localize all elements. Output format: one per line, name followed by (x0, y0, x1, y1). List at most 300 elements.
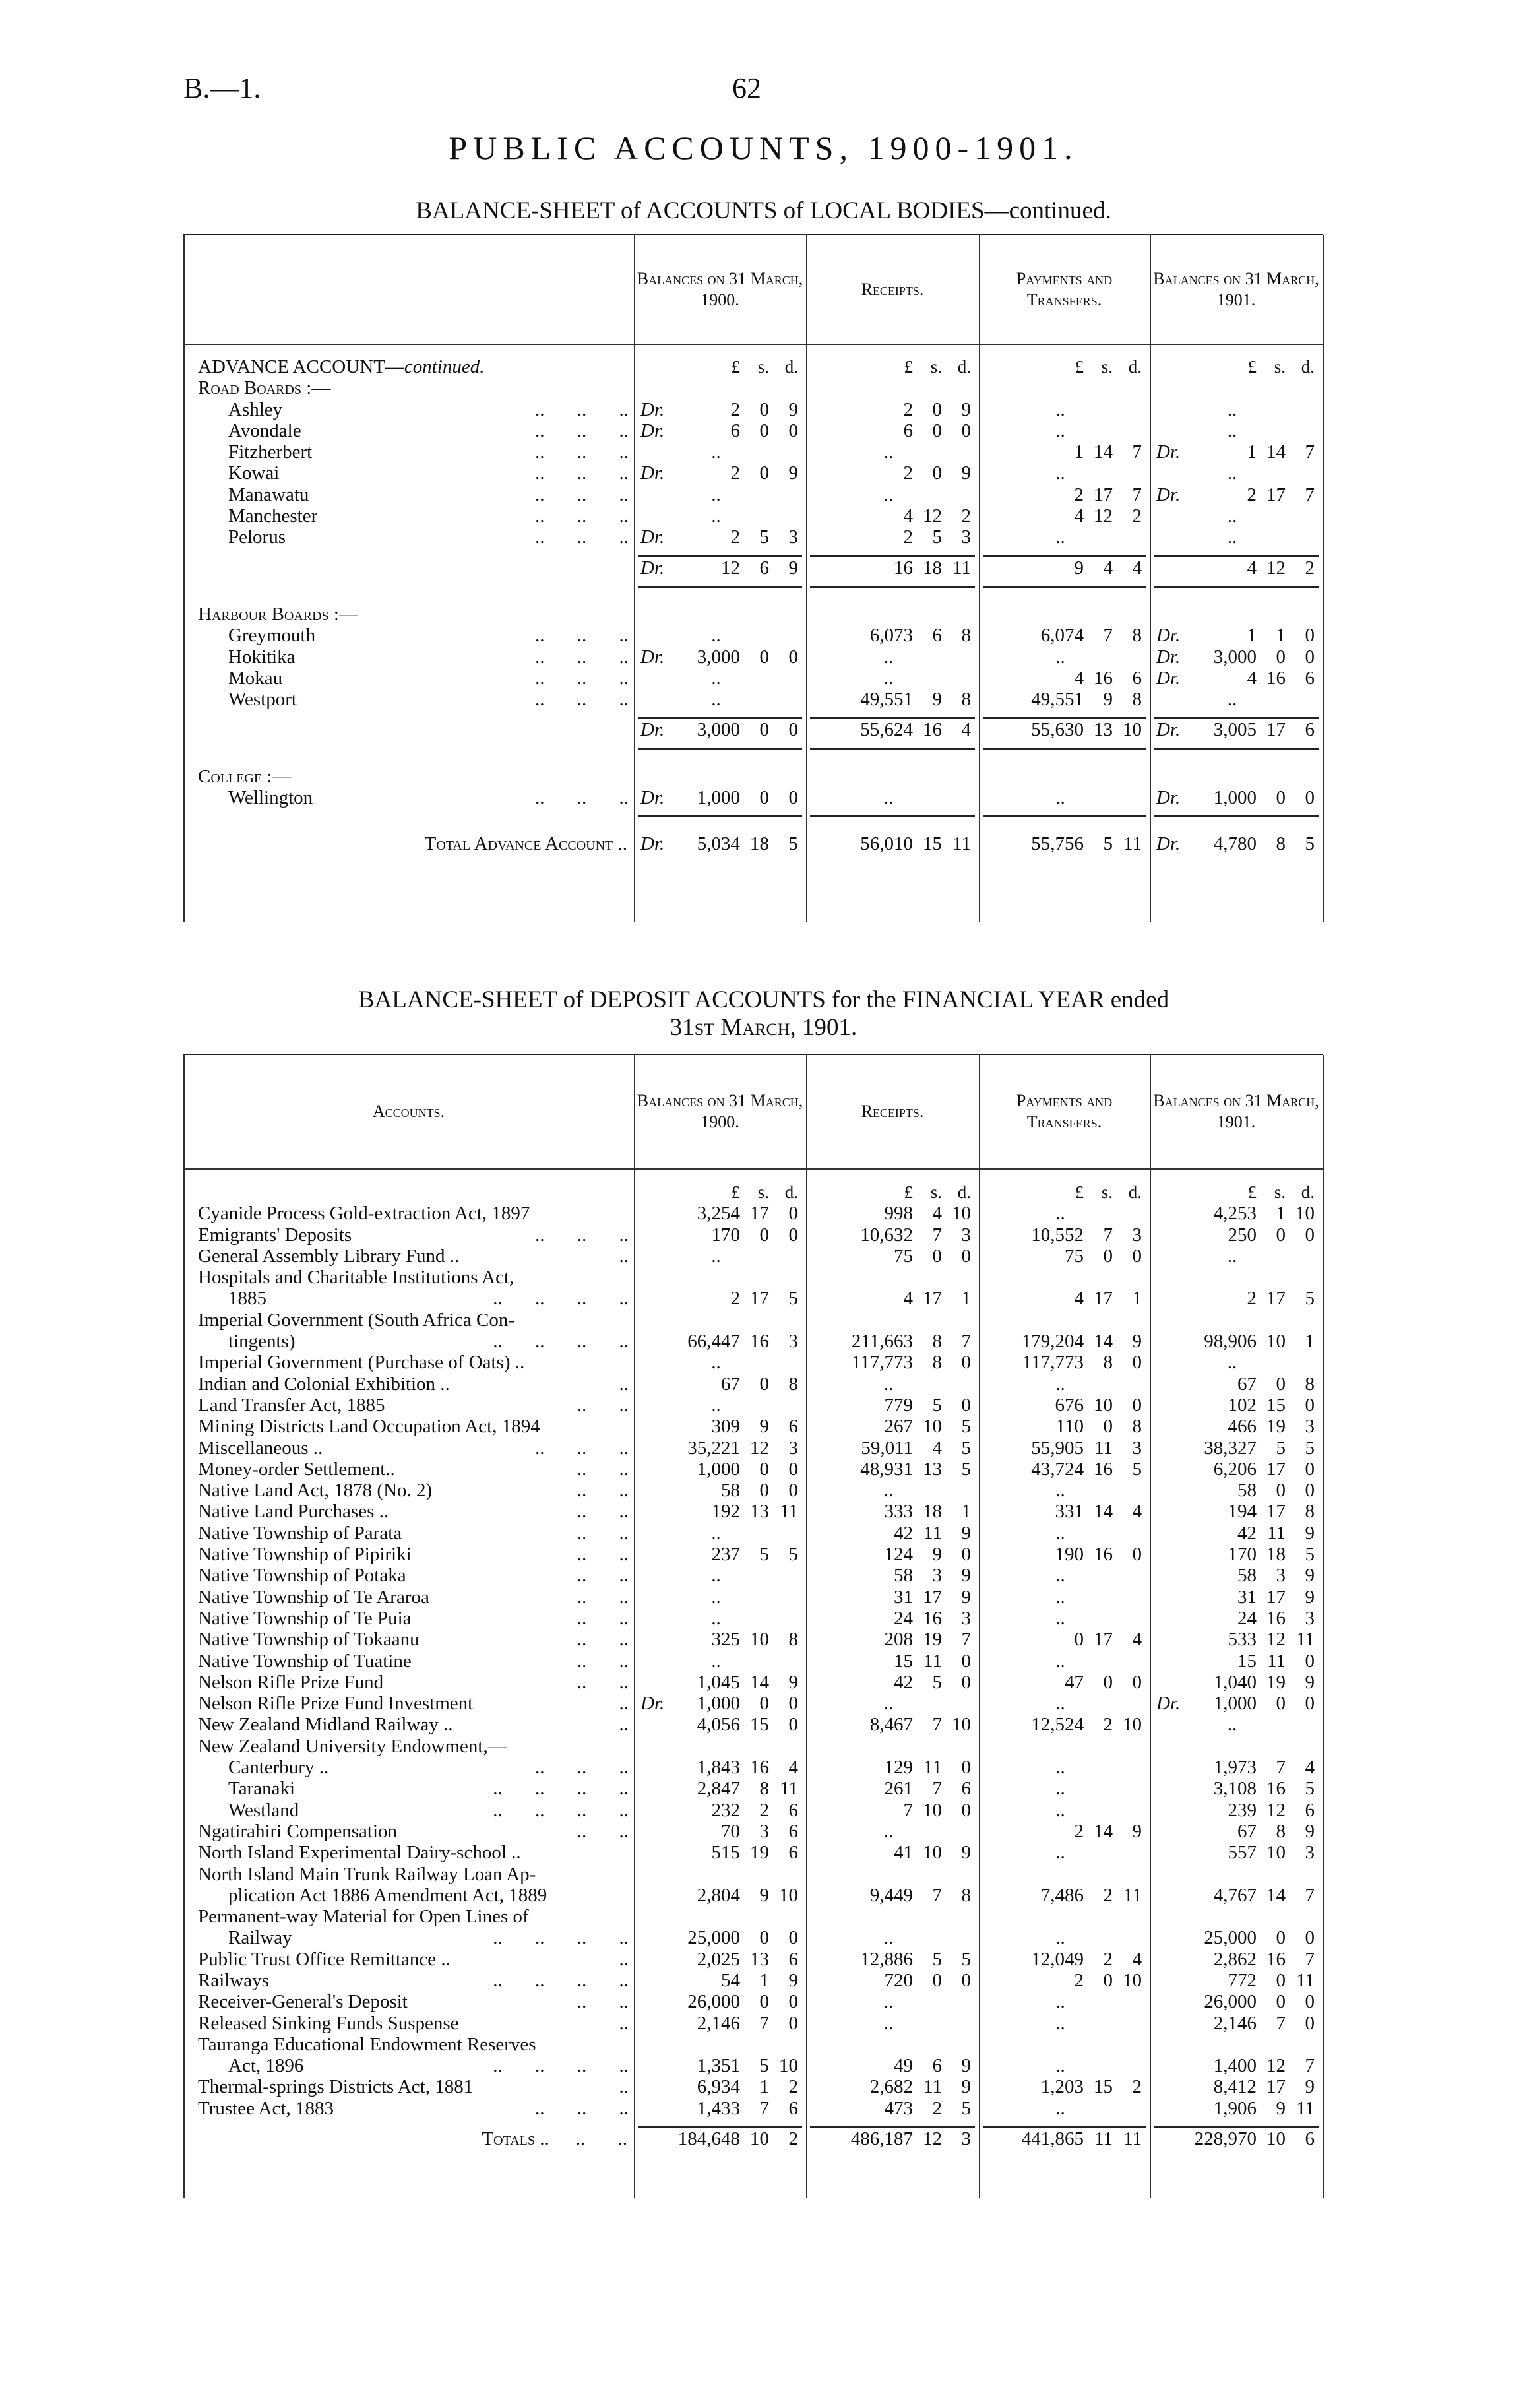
pence: 0 (1132, 1394, 1142, 1416)
amount-cell (806, 1416, 979, 1437)
unit-shillings: s. (1101, 357, 1113, 377)
shillings: 3 (932, 1565, 942, 1587)
debit-marker: Dr. (640, 787, 665, 809)
nil-dots: .. (883, 787, 894, 809)
dot-leader: .. .. .. (535, 689, 629, 711)
debit-marker (1150, 1523, 1191, 1544)
shillings: 15 (1094, 2076, 1113, 2098)
debit-marker (634, 1778, 675, 1799)
pounds: 31 (1237, 1586, 1257, 1608)
debit-marker (979, 1395, 1020, 1416)
table-row (183, 1906, 1323, 1927)
amount-cell (806, 2128, 979, 2149)
table-row (183, 1800, 1323, 1821)
nil-dots: .. (883, 1480, 894, 1502)
shillings: 16 (923, 1607, 942, 1629)
table-row (183, 484, 1323, 505)
pence: 9 (1305, 1565, 1315, 1587)
nil-dots: .. (1227, 1245, 1237, 1267)
shillings: 0 (759, 1693, 769, 1715)
shillings: 11 (923, 2076, 942, 2098)
table-row (183, 2128, 1323, 2149)
pounds: 515 (711, 1842, 740, 1864)
amount-cell (634, 668, 806, 689)
pence: 8 (961, 689, 971, 711)
row-label: Canterbury .. (228, 1757, 329, 1779)
total-rule (638, 548, 802, 557)
pence: 6 (1305, 719, 1315, 741)
amount-cell (979, 1842, 1150, 1863)
pence: 1 (1132, 1288, 1142, 1310)
amount-cell (979, 1800, 1150, 1821)
row-label-cell (183, 1246, 634, 1267)
shillings: 13 (1094, 719, 1113, 741)
shillings: 9 (759, 1416, 769, 1438)
pounds: 4 (1247, 557, 1257, 579)
pounds: 1,000 (1213, 1693, 1257, 1715)
shillings: 18 (923, 1501, 942, 1523)
shillings: 9 (932, 689, 942, 711)
amount-cell (979, 1672, 1150, 1693)
pence: 8 (961, 1884, 971, 1906)
table-row (183, 1288, 1323, 1309)
amount-cell (979, 356, 1150, 377)
unit-shillings: s. (1101, 1182, 1113, 1202)
amount-cell (634, 526, 806, 548)
amount-cell (806, 557, 979, 579)
shillings: 14 (1266, 441, 1286, 463)
row-label-cell (183, 1906, 634, 1927)
amount-cell (806, 1970, 979, 1991)
pence: 9 (961, 2076, 971, 2098)
table-row (183, 2034, 1323, 2055)
pence: 2 (1132, 505, 1142, 527)
debit-marker (806, 1587, 847, 1608)
shillings: 6 (759, 557, 769, 579)
amount-cell (1150, 1693, 1323, 1714)
pounds: 49,551 (1031, 689, 1084, 711)
row-label-cell (183, 2076, 634, 2097)
debit-marker (806, 1800, 847, 1821)
pounds: 6,073 (869, 625, 913, 647)
pounds: 3,254 (697, 1203, 740, 1224)
amount-cell (1150, 1438, 1323, 1459)
row-label: Emigrants' Deposits (198, 1224, 352, 1246)
row-label: Nelson Rifle Prize Fund (198, 1671, 384, 1693)
unit-shillings: s. (757, 357, 769, 377)
table-row (183, 625, 1323, 646)
debit-marker (1150, 1970, 1191, 1991)
amount-cell (634, 1246, 806, 1267)
pence: 5 (788, 1544, 798, 1566)
row-label-cell (183, 1949, 634, 1970)
amount-cell (634, 1714, 806, 1735)
pence: 11 (952, 557, 971, 579)
shillings: 19 (923, 1629, 942, 1651)
amount-cell (979, 2076, 1150, 2097)
spacer (806, 1182, 847, 1203)
dot-leader: .. .. .. (535, 667, 629, 689)
amount-cell (979, 526, 1150, 548)
pence: 0 (961, 1245, 971, 1267)
debit-marker (1150, 1885, 1191, 1906)
row-label-cell (183, 441, 634, 462)
nil-dots: .. (1055, 1799, 1065, 1821)
amount-cell (1150, 625, 1323, 646)
amount-cell (1150, 833, 1323, 854)
debit-marker (979, 1246, 1020, 1267)
pounds: 1,433 (697, 2097, 740, 2119)
pounds: 2 (903, 526, 913, 548)
shillings: 0 (1276, 1224, 1286, 1246)
pounds: 0 (1074, 1629, 1084, 1651)
pounds: 98,906 (1204, 1331, 1257, 1352)
pence: 9 (1305, 1586, 1315, 1608)
amount-cell (806, 1267, 979, 1288)
table-row (183, 1736, 1323, 1757)
pence: 5 (1132, 1458, 1142, 1480)
pence: 8 (1132, 1416, 1142, 1438)
debit-marker (806, 1288, 847, 1309)
row-label-cell (183, 1544, 634, 1565)
amount-cell (979, 1438, 1150, 1459)
pounds: 194 (1228, 1501, 1257, 1523)
debit-marker (979, 2076, 1020, 2097)
amount-cell (1150, 1267, 1323, 1288)
nil-dots: .. (1055, 420, 1065, 441)
pence: 2 (1132, 2076, 1142, 2098)
amount-cell (806, 1331, 979, 1352)
pence: 10 (952, 1203, 971, 1224)
pence: 8 (1305, 1373, 1315, 1395)
amount-cell (634, 1374, 806, 1395)
pence: 6 (1132, 667, 1142, 689)
pounds: 2 (1074, 1969, 1084, 1991)
shillings: 14 (1266, 1884, 1286, 1906)
nil-dots: .. (1055, 1607, 1065, 1629)
table-row (183, 441, 1323, 462)
shillings: 0 (932, 462, 942, 484)
debit-marker (1150, 1672, 1191, 1693)
pounds: 441,865 (1021, 2128, 1084, 2150)
pounds: 7,486 (1040, 1884, 1084, 1906)
shillings: 11 (923, 1522, 942, 1544)
shillings: 12 (1266, 557, 1286, 579)
dot-leader: .. (619, 1948, 629, 1970)
amount-cell (634, 2055, 806, 2076)
pence: 5 (788, 833, 798, 855)
row-label: Nelson Rifle Prize Fund Investment (198, 1693, 474, 1715)
amount-cell (806, 356, 979, 377)
table-rule (183, 548, 1323, 557)
amount-cell (979, 399, 1150, 420)
nil-dots: .. (1055, 787, 1065, 809)
amount-cell (806, 1246, 979, 1267)
dot-leader: .. (619, 1693, 629, 1715)
amount-cell (806, 1182, 979, 1203)
amount-cell (634, 1267, 806, 1288)
debit-marker (806, 1203, 847, 1224)
debit-marker (806, 1459, 847, 1480)
total-rule (983, 548, 1146, 557)
amount-cell (979, 787, 1150, 808)
shillings: 10 (750, 2128, 769, 2150)
debit-marker (634, 1757, 675, 1778)
table-rule (183, 2119, 1323, 2128)
shillings: 1 (759, 1969, 769, 1991)
pounds: 124 (884, 1544, 913, 1566)
table-rule (183, 741, 1323, 750)
nil-dots: .. (711, 505, 721, 527)
debit-marker: Dr. (1156, 441, 1181, 463)
row-label: Kowai (228, 462, 280, 484)
pounds: 228,970 (1194, 2128, 1257, 2150)
amount-cell (806, 526, 979, 548)
amount-cell (1150, 2055, 1323, 2076)
pounds: 59,011 (861, 1437, 913, 1459)
amount-cell (634, 557, 806, 579)
amount-cell (634, 1800, 806, 1821)
row-label-cell (183, 647, 634, 668)
shillings: 17 (1266, 1458, 1286, 1480)
row-label-cell (183, 766, 634, 787)
amount-cell (1150, 1608, 1323, 1629)
amount-cell (979, 462, 1150, 484)
amount-cell (1150, 1587, 1323, 1608)
pounds: 70 (721, 1820, 740, 1842)
pence: 1 (1305, 1331, 1315, 1352)
row-label-cell (183, 604, 634, 625)
debit-marker (806, 1757, 847, 1778)
amount-cell (1150, 420, 1323, 441)
row-label-cell (183, 1778, 634, 1799)
shillings: 5 (1276, 1437, 1286, 1459)
shillings: 14 (1094, 1820, 1113, 1842)
table-row (183, 1629, 1323, 1650)
shillings: 0 (1276, 646, 1286, 668)
amount-cell (806, 1949, 979, 1970)
pounds: 211,663 (851, 1331, 913, 1352)
row-label-cell (183, 1991, 634, 2012)
pence: 3 (1132, 1437, 1142, 1459)
amount-cell (979, 2098, 1150, 2119)
row-label: Harbour Boards :— (198, 603, 358, 625)
pence: 8 (1132, 689, 1142, 711)
pounds: 2,804 (697, 1884, 740, 1906)
pence: 2 (1305, 557, 1315, 579)
pence: 3 (1305, 1842, 1315, 1864)
pence: 3 (788, 1437, 798, 1459)
shillings: 17 (1266, 1501, 1286, 1523)
dot-leader: .. .. .. (535, 484, 629, 505)
dot-leader: .. .. .. (535, 1757, 629, 1779)
amount-cell (634, 1523, 806, 1544)
pounds: 533 (1228, 1629, 1257, 1651)
pounds: 676 (1055, 1394, 1084, 1416)
pounds: 184,648 (677, 2128, 740, 2150)
dot-leader: .. (619, 1714, 629, 1736)
dot-leader: .. .. .. (535, 420, 629, 441)
row-label-cell (183, 1800, 634, 1821)
row-label: Fitzherbert (228, 441, 313, 463)
shillings: 7 (1103, 625, 1113, 647)
debit-marker: Dr. (640, 1693, 665, 1715)
amount-cell (806, 668, 979, 689)
pence: 11 (1123, 833, 1142, 855)
spacer (634, 356, 675, 377)
shillings: 4 (932, 1437, 942, 1459)
amount-cell (1150, 505, 1323, 526)
debit-marker (1150, 1544, 1191, 1565)
debit-marker (806, 1395, 847, 1416)
pence: 10 (779, 1884, 798, 1906)
table-row (183, 377, 1323, 398)
amount-cell (806, 1842, 979, 1863)
pounds: 4,056 (697, 1714, 740, 1736)
debit-marker (979, 1288, 1020, 1309)
pence: 3 (1132, 1224, 1142, 1246)
pounds: 9,449 (869, 1884, 913, 1906)
amount-cell (634, 1438, 806, 1459)
shillings: 8 (932, 1352, 942, 1374)
row-label: Thermal-springs Districts Act, 1881 (198, 2076, 474, 2098)
shillings: 10 (1266, 1331, 1286, 1352)
row-label: Ngatirahiri Compensation (198, 1820, 398, 1842)
row-label: Imperial Government (South Africa Con- (198, 1309, 514, 1331)
table-row (183, 1374, 1323, 1395)
debit-marker: Dr. (640, 646, 665, 668)
amount-cell (634, 1757, 806, 1778)
dot-leader: .. .. (577, 1820, 629, 1842)
shillings: 18 (1266, 1544, 1286, 1566)
pence: 8 (1305, 1501, 1315, 1523)
amount-cell (634, 2098, 806, 2119)
nil-dots: .. (1055, 398, 1065, 420)
pence: 0 (1132, 1352, 1142, 1374)
debit-marker (1150, 1587, 1191, 1608)
row-label: Imperial Government (Purchase of Oats) .. (198, 1352, 525, 1374)
table-row (183, 1459, 1323, 1480)
shillings: 7 (1276, 2012, 1286, 2034)
row-label-cell (183, 1608, 634, 1629)
amount-cell (979, 1182, 1150, 1203)
pence: 10 (1123, 1969, 1142, 1991)
amount-cell (979, 1480, 1150, 1501)
pounds: 35,221 (687, 1437, 740, 1459)
row-label-cell (183, 1182, 634, 1203)
pounds: 1,000 (697, 787, 740, 809)
shillings: 16 (1094, 667, 1113, 689)
pence: 0 (788, 1714, 798, 1736)
table-row (183, 420, 1323, 441)
debit-marker (634, 1800, 675, 1821)
table-row (183, 1352, 1323, 1373)
amount-cell (634, 1565, 806, 1586)
pence: 11 (1123, 1884, 1142, 1906)
pounds: 42 (1237, 1522, 1257, 1544)
amount-cell (1150, 1949, 1323, 1970)
pounds: 179,204 (1021, 1331, 1084, 1352)
shillings: 17 (750, 1203, 769, 1224)
shillings: 1 (759, 2076, 769, 2098)
nil-dots: .. (1055, 1927, 1065, 1949)
shillings: 16 (750, 1331, 769, 1352)
shillings: 2 (1103, 1948, 1113, 1970)
shillings: 11 (1267, 1522, 1286, 1544)
amount-cell (806, 1544, 979, 1565)
amount-cell (979, 1459, 1150, 1480)
shillings: 8 (1103, 1352, 1113, 1374)
table-row (183, 2055, 1323, 2076)
amount-cell (979, 1523, 1150, 1544)
pence: 0 (961, 1799, 971, 1821)
row-label: Public Trust Office Remittance .. (198, 1948, 451, 1970)
dot-leader: .. .. (577, 1522, 629, 1544)
shillings: 13 (750, 1501, 769, 1523)
amount-cell (979, 1501, 1150, 1522)
debit-marker (1150, 1651, 1191, 1672)
row-label-cell (183, 1672, 634, 1693)
pence: 0 (788, 1224, 798, 1246)
amount-cell (1150, 441, 1323, 462)
table-row (183, 356, 1323, 377)
shillings: 17 (923, 1288, 942, 1310)
pence: 10 (952, 1714, 971, 1736)
pence: 9 (961, 462, 971, 484)
debit-marker (979, 557, 1020, 579)
pence: 5 (961, 1948, 971, 1970)
amount-cell (806, 1310, 979, 1331)
amount-cell (1150, 1970, 1323, 1991)
pence: 8 (788, 1373, 798, 1395)
debit-marker (634, 1672, 675, 1693)
nil-dots: .. (711, 667, 721, 689)
row-label-cell (183, 2055, 634, 2076)
pence: 3 (961, 1607, 971, 1629)
amount-cell (1150, 1523, 1323, 1544)
pence: 6 (788, 1842, 798, 1864)
pounds: 15 (894, 1650, 913, 1672)
debit-marker (1150, 1821, 1191, 1842)
debit-marker (806, 1501, 847, 1522)
debit-marker (806, 1352, 847, 1373)
pence: 9 (1305, 1522, 1315, 1544)
debit-marker: Dr. (640, 420, 665, 441)
debit-marker (1150, 1757, 1191, 1778)
nil-dots: .. (711, 1245, 721, 1267)
amount-cell (1150, 689, 1323, 710)
shillings: 8 (1276, 833, 1286, 855)
pounds: 3,000 (1213, 646, 1257, 668)
row-label: Totals .. (482, 2128, 549, 2150)
amount-cell (1150, 526, 1323, 548)
shillings: 11 (923, 1650, 942, 1672)
amount-cell (634, 1203, 806, 1224)
table-gap (183, 588, 1323, 604)
amount-cell (634, 1629, 806, 1650)
pence: 10 (1123, 719, 1142, 741)
table-row (183, 1310, 1323, 1331)
debit-marker (806, 1970, 847, 1991)
pence: 9 (788, 1969, 798, 1991)
table-row (183, 2013, 1323, 2034)
shillings: 10 (1266, 1842, 1286, 1864)
amount-cell (634, 1224, 806, 1246)
table-row (183, 1927, 1323, 1948)
shillings: 13 (750, 1948, 769, 1970)
table-row (183, 1693, 1323, 1714)
amount-cell (979, 505, 1150, 526)
